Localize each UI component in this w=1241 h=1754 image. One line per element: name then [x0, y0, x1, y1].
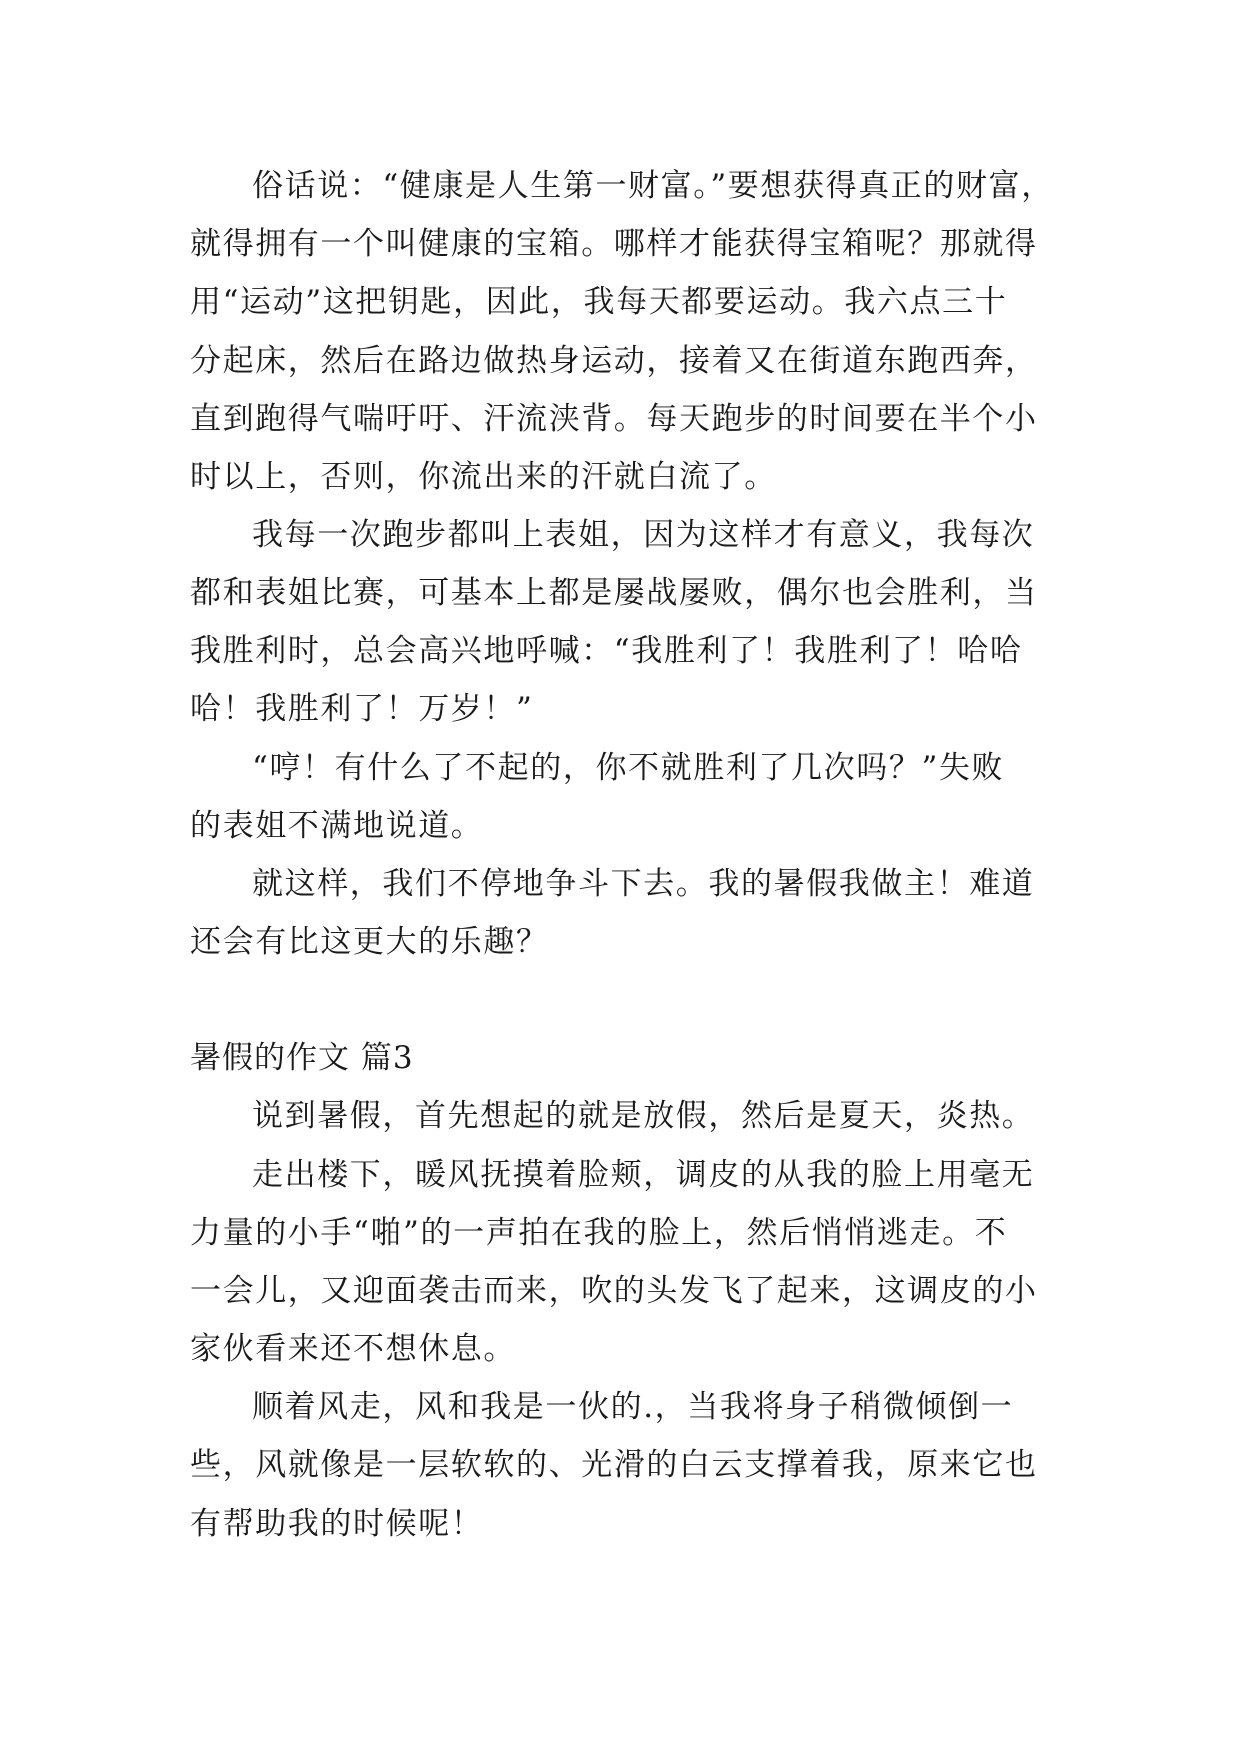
text-line: 直到跑得气喘吁吁、汗流浃背。每天跑步的时间要在半个小: [190, 401, 1038, 437]
text-line: 哈！我胜利了！万岁！”: [190, 691, 534, 727]
text-line: 都和表姐比赛，可基本上都是屡战屡败，偶尔也会胜利，当: [190, 575, 1038, 611]
text-line: 就这样，我们不停地争斗下去。我的暑假我做主！难道: [252, 866, 1035, 902]
text-line: 的表姐不满地说道。: [190, 808, 484, 844]
text-line: 俗话说：“健康是人生第一财富。”要想获得真正的财富，: [252, 168, 1054, 204]
text-line: 我胜利时，总会高兴地呼喊：“我胜利了！我胜利了！哈哈: [190, 633, 1023, 669]
text-line: 些，风就像是一层软软的、光滑的白云支撑着我，原来它也: [190, 1447, 1038, 1483]
text-line: 顺着风走，风和我是一伙的.，当我将身子稍微倾倒一: [252, 1389, 1014, 1425]
text-line: 力量的小手“啪”的一声拍在我的脸上，然后悄悄逃走。不: [190, 1215, 1008, 1251]
text-line: 时以上，否则，你流出来的汗就白流了。: [190, 459, 777, 495]
text-line: “哼！有什么了不起的，你不就胜利了几次吗？”失败: [252, 750, 1005, 786]
section-heading: 暑假的作文 篇3: [190, 1040, 414, 1076]
text-line: 还会有比这更大的乐趣？: [190, 924, 549, 960]
text-line: 分起床，然后在路边做热身运动，接着又在街道东跑西奔，: [190, 343, 1038, 379]
text-line: 一会儿，又迎面袭击而来，吹的头发飞了起来，这调皮的小: [190, 1273, 1038, 1309]
text-line: 有帮助我的时候呢！: [190, 1506, 484, 1542]
text-line: 走出楼下，暖风抚摸着脸颊，调皮的从我的脸上用毫无: [252, 1157, 1035, 1193]
text-line: 家伙看来还不想休息。: [190, 1331, 516, 1367]
text-line: 说到暑假，首先想起的就是放假，然后是夏天，炎热。: [252, 1098, 1035, 1134]
text-line: 就得拥有一个叫健康的宝箱。哪样才能获得宝箱呢？那就得: [190, 226, 1038, 262]
text-line: 用“运动”这把钥匙，因此，我每天都要运动。我六点三十: [190, 284, 1008, 320]
text-line: 我每一次跑步都叫上表姐，因为这样才有意义，我每次: [252, 517, 1035, 553]
